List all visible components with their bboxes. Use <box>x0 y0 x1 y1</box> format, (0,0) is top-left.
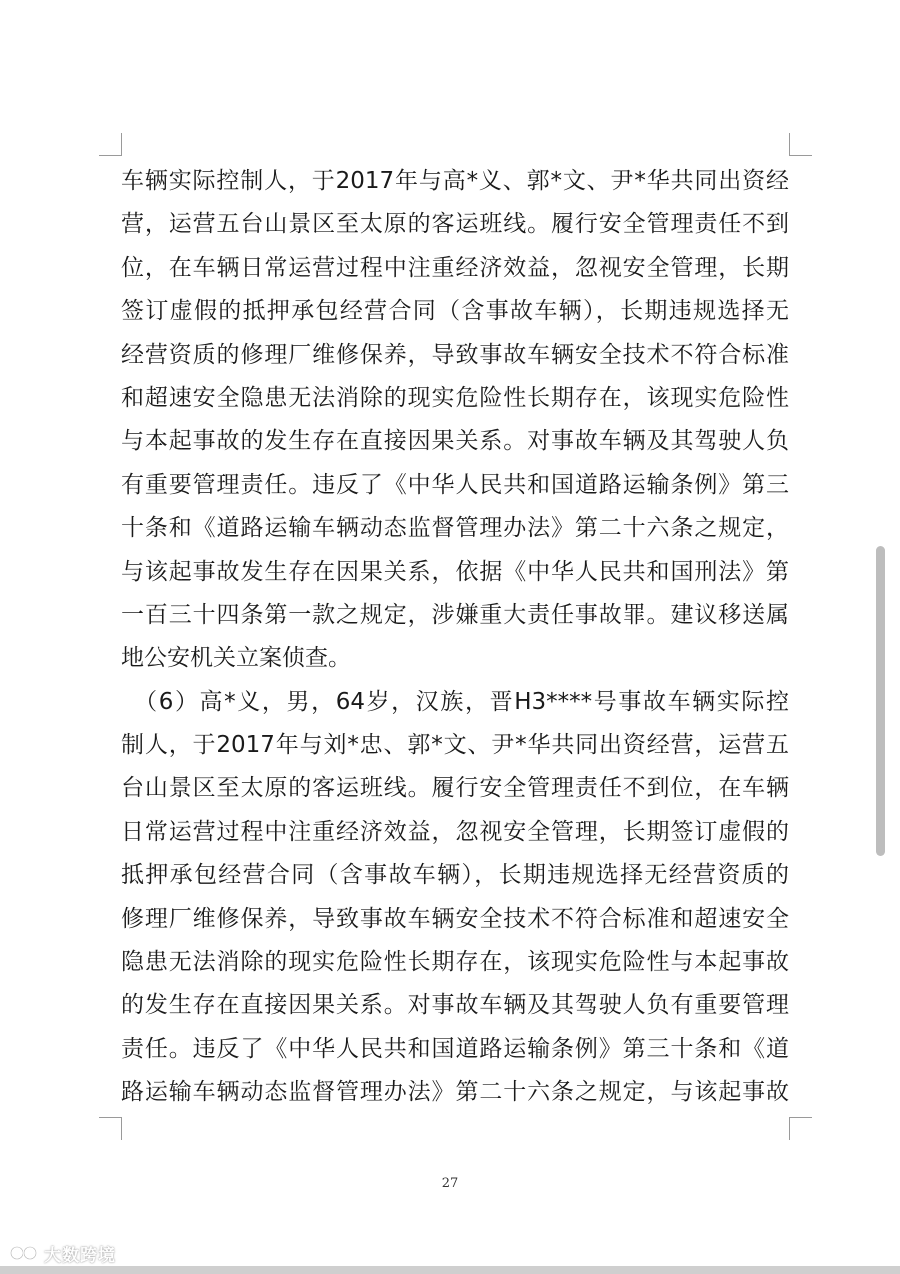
text-line: 和超速安全隐患无法消除的现实危险性长期存在，该现实危险性 <box>121 384 789 411</box>
text-line: 与本起事故的发生存在直接因果关系。对事故车辆及其驾驶人负 <box>121 428 789 455</box>
text-line: 一百三十四条第一款之规定，涉嫌重大责任事故罪。建议移送属 <box>121 601 789 628</box>
text-line: 有重要管理责任。违反了《中华人民共和国道路运输条例》第三 <box>121 471 789 498</box>
text-line: 台山景区至太原的客运班线。履行安全管理责任不到位，在车辆 <box>121 775 789 802</box>
document-body-text <box>121 160 789 1115</box>
crop-mark-top-left <box>99 133 122 156</box>
text-line: 与该起事故发生存在因果关系，依据《中华人民共和国刑法》第 <box>121 558 789 585</box>
text-line: 日常运营过程中注重经济效益，忽视安全管理，长期签订虚假的 <box>121 818 789 845</box>
bottom-edge-bar <box>0 1266 900 1274</box>
watermark-text: 大数跨境 <box>44 1245 116 1266</box>
text-line: 十条和《道路运输车辆动态监督管理办法》第二十六条之规定， <box>121 515 789 542</box>
text-line: 责任。违反了《中华人民共和国道路运输条例》第三十条和《道 <box>121 1035 789 1062</box>
text-line-paragraph-start: （6）高*义，男，64岁，汉族，晋H3****号事故车辆实际控 <box>121 688 789 715</box>
text-line: 制人，于2017年与刘*忠、郭*文、尹*华共同出资经营，运营五 <box>121 732 789 759</box>
text-line-paragraph-end: 地公安机关立案侦查。 <box>121 645 351 672</box>
watermark-logo-icon <box>10 1244 40 1262</box>
watermark <box>10 1241 116 1265</box>
text-line: 营，运营五台山景区至太原的客运班线。履行安全管理责任不到 <box>121 211 789 238</box>
text-line: 抵押承包经营合同（含事故车辆），长期违规选择无经营资质的 <box>121 862 789 889</box>
crop-mark-bottom-left <box>99 1117 122 1140</box>
text-line: 修理厂维修保养，导致事故车辆安全技术不符合标准和超速安全 <box>121 905 789 932</box>
crop-mark-top-right <box>789 133 812 156</box>
text-line: 经营资质的修理厂维修保养，导致事故车辆安全技术不符合标准 <box>121 341 789 368</box>
text-line: 位，在车辆日常运营过程中注重经济效益，忽视安全管理，长期 <box>121 254 789 281</box>
page-number: 27 <box>441 1176 459 1191</box>
vertical-scrollbar-thumb[interactable] <box>876 546 885 856</box>
crop-mark-bottom-right <box>789 1117 812 1140</box>
text-line: 的发生存在直接因果关系。对事故车辆及其驾驶人负有重要管理 <box>121 992 789 1019</box>
text-line: 路运输车辆动态监督管理办法》第二十六条之规定，与该起事故 <box>121 1079 789 1106</box>
text-line: 隐患无法消除的现实危险性长期存在，该现实危险性与本起事故 <box>121 949 789 976</box>
text-line: 签订虚假的抵押承包经营合同（含事故车辆），长期违规选择无 <box>121 298 789 325</box>
text-line: 车辆实际控制人，于2017年与高*义、郭*文、尹*华共同出资经 <box>121 168 789 194</box>
